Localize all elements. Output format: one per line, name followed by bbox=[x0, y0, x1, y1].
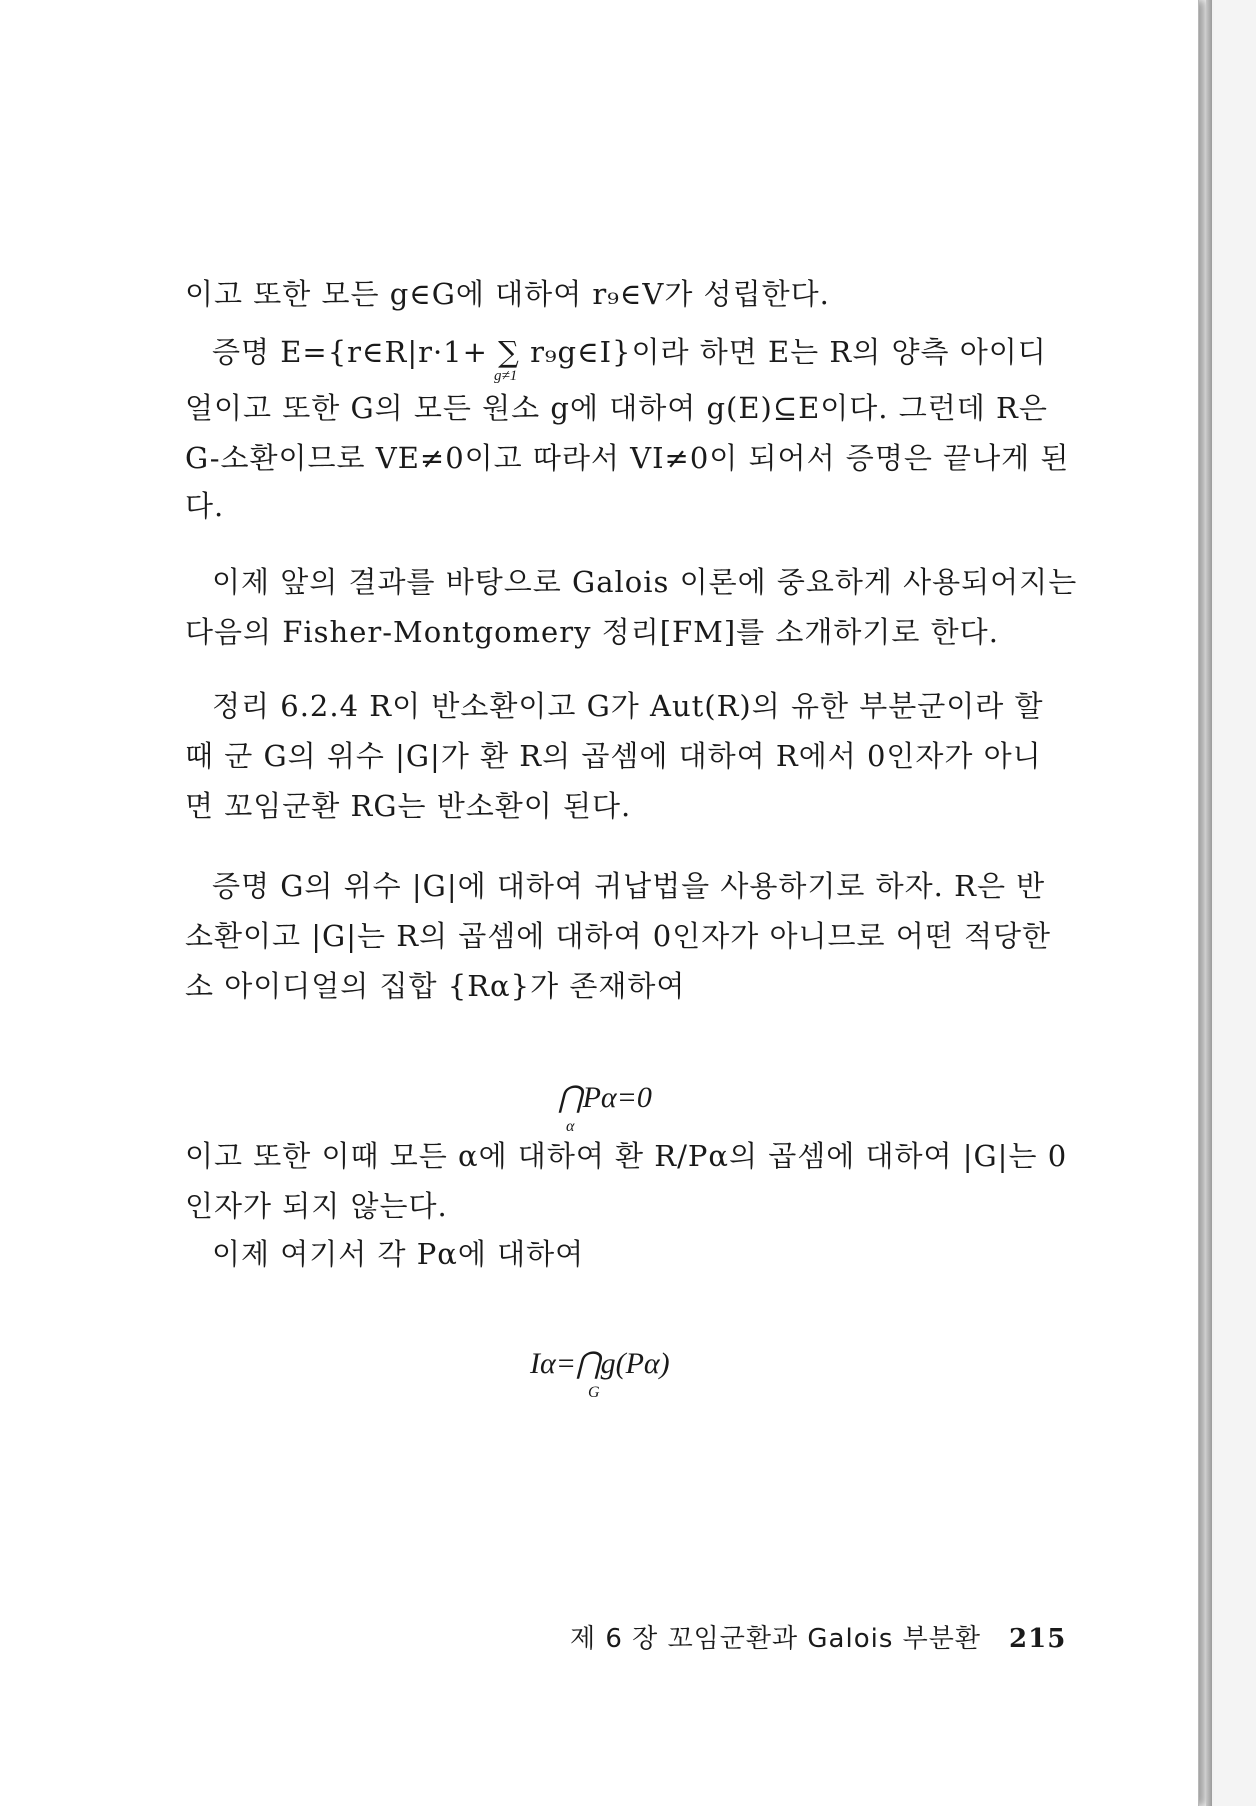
equation-ideal-subscript: G bbox=[588, 1384, 600, 1401]
equation-ideal: Iα=⋂g(Pα) bbox=[530, 1347, 670, 1380]
text-line-after-eq1-2: 인자가 되지 않는다. bbox=[185, 1189, 448, 1223]
page-number: 215 bbox=[1009, 1624, 1067, 1654]
proof2-line-3: 소 아이디얼의 집합 {Rα}가 존재하여 bbox=[185, 969, 686, 1003]
chapter-title: 제 6 장 꼬임군환과 Galois 부분환 bbox=[570, 1624, 982, 1654]
proof-line-2: 얼이고 또한 G의 모든 원소 g에 대하여 g(E)⊆E이다. 그런데 R은 bbox=[185, 391, 1048, 425]
sum-subscript: g≠1 bbox=[494, 368, 518, 384]
page-edge-shadow bbox=[1206, 0, 1212, 1806]
text-line-after-eq1-1: 이고 또한 이때 모든 α에 대하여 환 R/Pα의 곱셈에 대하여 |G|는 0 bbox=[185, 1139, 1068, 1173]
proof-line-4: 다. bbox=[185, 489, 225, 523]
proof-line-3: G-소환이므로 VE≠0이고 따라서 VI≠0이 되어서 증명은 끝나게 된 bbox=[185, 441, 1070, 475]
theorem-line-3: 면 꼬임군환 RG는 반소환이 된다. bbox=[185, 789, 632, 823]
intro-line-2: 다음의 Fisher-Montgomery 정리[FM]를 소개하기로 한다. bbox=[185, 615, 999, 649]
theorem-line-2: 때 군 G의 위수 |G|가 환 R의 곱셈에 대하여 R에서 0인자가 아니 bbox=[185, 739, 1042, 773]
proof2-line-2: 소환이고 |G|는 R의 곱셈에 대하여 0인자가 아니므로 어떤 적당한 bbox=[185, 919, 1052, 953]
page-footer bbox=[570, 1618, 1066, 1655]
proof2-line-1: 증명 G의 위수 |G|에 대하여 귀납법을 사용하기로 하자. R은 반 bbox=[212, 869, 1046, 903]
theorem-line-1: 정리 6.2.4 R이 반소환이고 G가 Aut(R)의 유한 부분군이라 할 bbox=[212, 689, 1044, 723]
equation-intersection: ⋂Pα=0 bbox=[558, 1081, 652, 1114]
proof-line-1: 증명 E={r∈R|r·1+ ∑ r₉g∈I}이라 하면 E는 R의 양측 아이디 bbox=[212, 335, 1047, 369]
equation-intersection-subscript: α bbox=[566, 1118, 575, 1135]
intro-line-1: 이제 앞의 결과를 바탕으로 Galois 이론에 중요하게 사용되어지는 bbox=[212, 565, 1078, 599]
text-line-after-eq1-3: 이제 여기서 각 Pα에 대하여 bbox=[212, 1237, 585, 1271]
text-line-1: 이고 또한 모든 g∈G에 대하여 r₉∈V가 성립한다. bbox=[185, 277, 830, 311]
